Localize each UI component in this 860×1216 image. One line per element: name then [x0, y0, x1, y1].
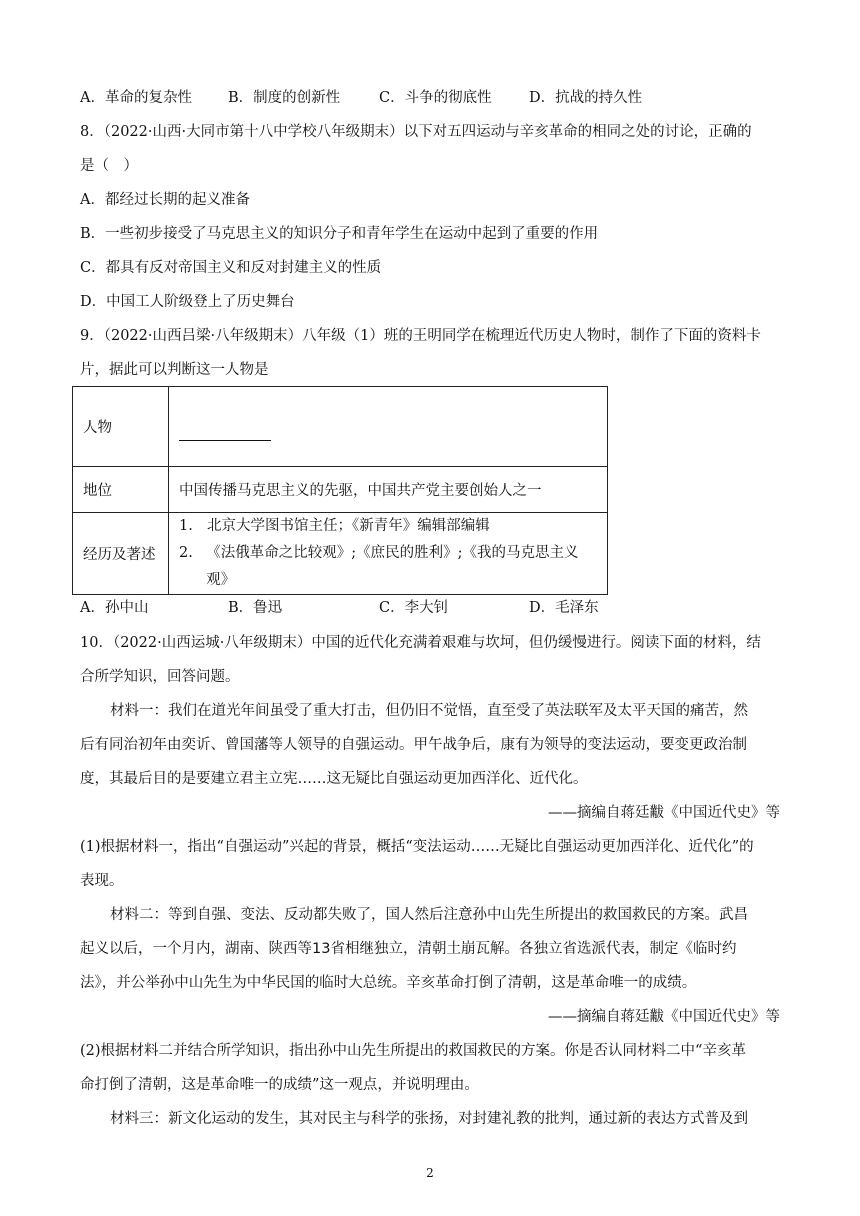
q9-option-c: C．李大钊 — [379, 600, 449, 616]
material1-line3: 度，其最后目的是要建立君主立宪……这无疑比自强运动更加西洋化、近代化。 — [80, 771, 588, 787]
person-label: 人物 — [73, 387, 169, 467]
q8-option-c: C．都具有反对帝国主义和反对封建主义的性质 — [80, 260, 382, 276]
q10-stem-line1: 10．（2022·山西运城·八年级期末）中国的近代化充满着艰难与坎坷，但仍缓慢进行。阅读下面的材料，结 — [80, 635, 761, 651]
q9-option-b: B．鲁迅 — [228, 600, 283, 616]
material1-source: ——摘编自蒋廷黻《中国近代史》等 — [548, 805, 780, 821]
q8-stem-line1: 8．（2022·山西·大同市第十八中学校八年级期末）以下对五四运动与辛亥革命的相同之处的讨论，正确的 — [80, 124, 752, 140]
q7-option-b: B．制度的创新性 — [228, 90, 341, 106]
material2-source: ——摘编自蒋廷黻《中国近代史》等 — [548, 1009, 780, 1025]
q9-option-a: A．孙中山 — [80, 600, 149, 616]
q7-options — [80, 88, 780, 108]
material1-line2: 后有同治初年由奕䜣、曾国藩等人领导的自强运动。甲午战争后，康有为领导的变法运动，要变更政治制 — [80, 737, 747, 753]
q9-stem-line1: 9．（2022·山西吕梁·八年级期末）八年级（1）班的王明同学在梳理近代历史人物时，制作了下面的资料卡 — [80, 328, 761, 344]
q8-option-a: A．都经过长期的起义准备 — [80, 192, 250, 208]
person-value — [169, 387, 608, 467]
q9-stem-line2: 片，据此可以判断这一人物是 — [80, 362, 269, 378]
sub-question1-line2: 表现。 — [80, 873, 124, 889]
q7-option-c: C．斗争的彻底性 — [379, 90, 492, 106]
career-item: 1. 北京大学图书馆主任；《新青年》编辑部编辑 — [179, 518, 490, 534]
page-number: 2 — [426, 1166, 434, 1180]
material2-line3: 法》，并公举孙中山先生为中华民国的临时大总统。辛亥革命打倒了清朝，这是革命唯一的成绩。 — [80, 975, 697, 991]
q9-options — [80, 598, 780, 618]
answer-blank — [179, 440, 271, 441]
career-label: 经历及著述 — [73, 513, 169, 595]
q7-option-a: A．革命的复杂性 — [80, 90, 192, 106]
q8-option-d: D．中国工人阶级登上了历史舞台 — [80, 294, 295, 310]
material2-line2: 起义以后，一个月内，湖南、陕西等13省相继独立，清朝土崩瓦解。各独立省选派代表，制定《临时约 — [80, 941, 737, 957]
sub-question2-line1: (2)根据材料二并结合所学知识，指出孙中山先生所提出的救国救民的方案。你是否认同材料二中“辛亥革 — [80, 1043, 746, 1059]
status-value: 中国传播马克思主义的先驱，中国共产党主要创始人之一 — [169, 467, 608, 513]
q8-stem-line2: 是（ ） — [80, 158, 138, 174]
career-item: 2. 《法俄革命之比较观》;《庶民的胜利》;《我的马克思主义观》 — [179, 545, 579, 588]
status-label: 地位 — [73, 467, 169, 513]
q9-info-card — [72, 386, 608, 595]
material2-line1: 材料二：等到自强、变法、反动都失败了，国人然后注意孙中山先生所提出的救国救民的方案。武昌 — [110, 907, 748, 923]
career-value — [169, 513, 608, 595]
q7-option-d: D．抗战的持久性 — [529, 90, 643, 106]
q8-option-b: B．一些初步接受了马克思主义的知识分子和青年学生在运动中起到了重要的作用 — [80, 226, 599, 242]
material1-line1: 材料一：我们在道光年间虽受了重大打击，但仍旧不觉悟，直至受了英法联军及太平天国的痛苦，然 — [110, 703, 748, 719]
q9-option-d: D．毛泽东 — [529, 600, 599, 616]
material3-line1: 材料三：新文化运动的发生，其对民主与科学的张扬，对封建礼教的批判，通过新的表达方式普及到 — [110, 1111, 748, 1127]
q10-stem-line2: 合所学知识，回答问题。 — [80, 669, 240, 685]
sub-question1-line1: (1)根据材料一，指出“自强运动”兴起的背景，概括“变法运动……无疑比自强运动更加西洋化、近代化”的 — [80, 839, 754, 855]
sub-question2-line2: 命打倒了清朝，这是革命唯一的成绩”这一观点，并说明理由。 — [80, 1077, 479, 1093]
